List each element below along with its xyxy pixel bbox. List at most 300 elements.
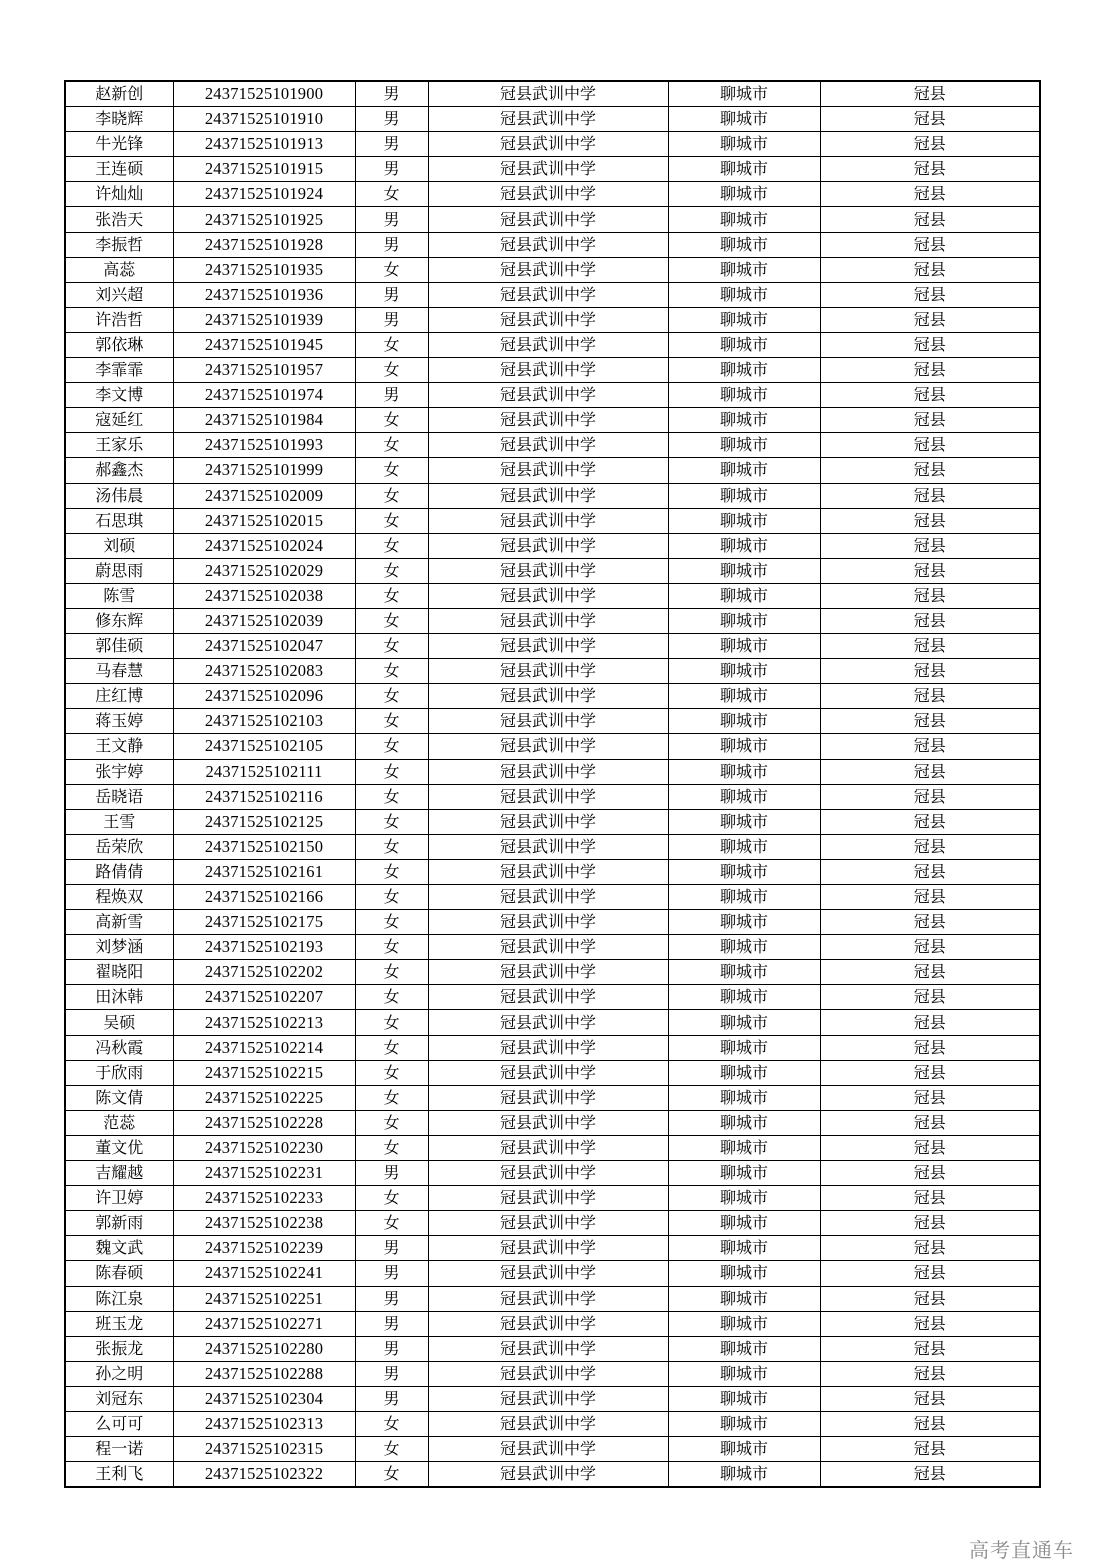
gender-cell: 女 bbox=[355, 1211, 428, 1236]
exam-id-cell: 24371525102304 bbox=[173, 1386, 355, 1411]
school-cell: 冠县武训中学 bbox=[428, 358, 668, 383]
city-cell: 聊城市 bbox=[668, 1060, 820, 1085]
exam-id-cell: 24371525102125 bbox=[173, 809, 355, 834]
county-cell: 冠县 bbox=[820, 483, 1040, 508]
gender-cell: 男 bbox=[355, 307, 428, 332]
exam-id-cell: 24371525102083 bbox=[173, 659, 355, 684]
county-cell: 冠县 bbox=[820, 358, 1040, 383]
table-row bbox=[65, 1135, 1040, 1160]
city-cell: 聊城市 bbox=[668, 207, 820, 232]
city-cell: 聊城市 bbox=[668, 960, 820, 985]
city-cell: 聊城市 bbox=[668, 1361, 820, 1386]
gender-cell: 男 bbox=[355, 1386, 428, 1411]
student-name-cell: 孙之明 bbox=[65, 1361, 173, 1386]
student-name-cell: 李振哲 bbox=[65, 232, 173, 257]
exam-id-cell: 24371525101993 bbox=[173, 433, 355, 458]
exam-id-cell: 24371525102315 bbox=[173, 1437, 355, 1462]
city-cell: 聊城市 bbox=[668, 533, 820, 558]
city-cell: 聊城市 bbox=[668, 1336, 820, 1361]
exam-id-cell: 24371525101910 bbox=[173, 107, 355, 132]
student-name-cell: 陈江泉 bbox=[65, 1286, 173, 1311]
city-cell: 聊城市 bbox=[668, 1462, 820, 1488]
student-name-cell: 石思琪 bbox=[65, 508, 173, 533]
exam-id-cell: 24371525102096 bbox=[173, 684, 355, 709]
table-row bbox=[65, 1110, 1040, 1135]
student-name-cell: 许浩哲 bbox=[65, 307, 173, 332]
gender-cell: 女 bbox=[355, 408, 428, 433]
exam-id-cell: 24371525101936 bbox=[173, 282, 355, 307]
county-cell: 冠县 bbox=[820, 608, 1040, 633]
exam-id-cell: 24371525101957 bbox=[173, 358, 355, 383]
table-row bbox=[65, 1010, 1040, 1035]
county-cell: 冠县 bbox=[820, 282, 1040, 307]
county-cell: 冠县 bbox=[820, 684, 1040, 709]
gender-cell: 女 bbox=[355, 1060, 428, 1085]
table-row bbox=[65, 784, 1040, 809]
school-cell: 冠县武训中学 bbox=[428, 1361, 668, 1386]
student-name-cell: 董文优 bbox=[65, 1135, 173, 1160]
student-name-cell: 刘兴超 bbox=[65, 282, 173, 307]
table-row bbox=[65, 935, 1040, 960]
county-cell: 冠县 bbox=[820, 985, 1040, 1010]
school-cell: 冠县武训中学 bbox=[428, 784, 668, 809]
student-name-cell: 翟晓阳 bbox=[65, 960, 173, 985]
gender-cell: 女 bbox=[355, 433, 428, 458]
table-row bbox=[65, 885, 1040, 910]
gender-cell: 女 bbox=[355, 659, 428, 684]
gender-cell: 女 bbox=[355, 885, 428, 910]
school-cell: 冠县武训中学 bbox=[428, 1286, 668, 1311]
school-cell: 冠县武训中学 bbox=[428, 1161, 668, 1186]
county-cell: 冠县 bbox=[820, 1236, 1040, 1261]
exam-id-cell: 24371525102161 bbox=[173, 859, 355, 884]
gender-cell: 女 bbox=[355, 734, 428, 759]
gender-cell: 女 bbox=[355, 257, 428, 282]
student-name-cell: 李晓辉 bbox=[65, 107, 173, 132]
student-name-cell: 修东辉 bbox=[65, 608, 173, 633]
city-cell: 聊城市 bbox=[668, 157, 820, 182]
gender-cell: 女 bbox=[355, 332, 428, 357]
school-cell: 冠县武训中学 bbox=[428, 433, 668, 458]
school-cell: 冠县武训中学 bbox=[428, 960, 668, 985]
student-name-cell: 高蕊 bbox=[65, 257, 173, 282]
student-name-cell: 岳晓语 bbox=[65, 784, 173, 809]
county-cell: 冠县 bbox=[820, 132, 1040, 157]
student-name-cell: 程焕双 bbox=[65, 885, 173, 910]
school-cell: 冠县武训中学 bbox=[428, 182, 668, 207]
school-cell: 冠县武训中学 bbox=[428, 759, 668, 784]
city-cell: 聊城市 bbox=[668, 257, 820, 282]
gender-cell: 女 bbox=[355, 960, 428, 985]
student-name-cell: 范蕊 bbox=[65, 1110, 173, 1135]
city-cell: 聊城市 bbox=[668, 232, 820, 257]
student-name-cell: 班玉龙 bbox=[65, 1311, 173, 1336]
table-row bbox=[65, 257, 1040, 282]
school-cell: 冠县武训中学 bbox=[428, 132, 668, 157]
school-cell: 冠县武训中学 bbox=[428, 232, 668, 257]
student-name-cell: 张振龙 bbox=[65, 1336, 173, 1361]
gender-cell: 女 bbox=[355, 358, 428, 383]
county-cell: 冠县 bbox=[820, 1462, 1040, 1488]
exam-id-cell: 24371525102238 bbox=[173, 1211, 355, 1236]
table-row bbox=[65, 960, 1040, 985]
county-cell: 冠县 bbox=[820, 1411, 1040, 1436]
exam-id-cell: 24371525101939 bbox=[173, 307, 355, 332]
student-name-cell: 魏文武 bbox=[65, 1236, 173, 1261]
school-cell: 冠县武训中学 bbox=[428, 1261, 668, 1286]
gender-cell: 男 bbox=[355, 207, 428, 232]
gender-cell: 男 bbox=[355, 1261, 428, 1286]
exam-id-cell: 24371525102215 bbox=[173, 1060, 355, 1085]
student-name-cell: 王家乐 bbox=[65, 433, 173, 458]
city-cell: 聊城市 bbox=[668, 1010, 820, 1035]
county-cell: 冠县 bbox=[820, 1336, 1040, 1361]
city-cell: 聊城市 bbox=[668, 734, 820, 759]
gender-cell: 女 bbox=[355, 759, 428, 784]
exam-id-cell: 24371525101999 bbox=[173, 458, 355, 483]
table-row bbox=[65, 1411, 1040, 1436]
city-cell: 聊城市 bbox=[668, 1085, 820, 1110]
student-name-cell: 郭新雨 bbox=[65, 1211, 173, 1236]
gender-cell: 男 bbox=[355, 232, 428, 257]
student-name-cell: 蒋玉婷 bbox=[65, 709, 173, 734]
gender-cell: 女 bbox=[355, 1186, 428, 1211]
table-row bbox=[65, 1161, 1040, 1186]
gender-cell: 女 bbox=[355, 634, 428, 659]
city-cell: 聊城市 bbox=[668, 859, 820, 884]
school-cell: 冠县武训中学 bbox=[428, 859, 668, 884]
exam-id-cell: 24371525102024 bbox=[173, 533, 355, 558]
exam-id-cell: 24371525102239 bbox=[173, 1236, 355, 1261]
city-cell: 聊城市 bbox=[668, 659, 820, 684]
city-cell: 聊城市 bbox=[668, 1386, 820, 1411]
county-cell: 冠县 bbox=[820, 960, 1040, 985]
city-cell: 聊城市 bbox=[668, 332, 820, 357]
gender-cell: 女 bbox=[355, 1110, 428, 1135]
table-row bbox=[65, 182, 1040, 207]
city-cell: 聊城市 bbox=[668, 784, 820, 809]
student-name-cell: 许卫婷 bbox=[65, 1186, 173, 1211]
gender-cell: 女 bbox=[355, 583, 428, 608]
school-cell: 冠县武训中学 bbox=[428, 282, 668, 307]
table-row bbox=[65, 1437, 1040, 1462]
gender-cell: 女 bbox=[355, 985, 428, 1010]
student-name-cell: 郭佳硕 bbox=[65, 634, 173, 659]
table-row bbox=[65, 759, 1040, 784]
exam-id-cell: 24371525102015 bbox=[173, 508, 355, 533]
table-row bbox=[65, 1386, 1040, 1411]
county-cell: 冠县 bbox=[820, 257, 1040, 282]
table-row bbox=[65, 608, 1040, 633]
county-cell: 冠县 bbox=[820, 859, 1040, 884]
city-cell: 聊城市 bbox=[668, 132, 820, 157]
school-cell: 冠县武训中学 bbox=[428, 1035, 668, 1060]
exam-id-cell: 24371525102193 bbox=[173, 935, 355, 960]
student-name-cell: 李文博 bbox=[65, 383, 173, 408]
student-name-cell: 马春慧 bbox=[65, 659, 173, 684]
gender-cell: 女 bbox=[355, 1437, 428, 1462]
county-cell: 冠县 bbox=[820, 508, 1040, 533]
table-row bbox=[65, 508, 1040, 533]
city-cell: 聊城市 bbox=[668, 81, 820, 107]
student-name-cell: 汤伟晨 bbox=[65, 483, 173, 508]
exam-id-cell: 24371525102207 bbox=[173, 985, 355, 1010]
city-cell: 聊城市 bbox=[668, 1411, 820, 1436]
exam-id-cell: 24371525102038 bbox=[173, 583, 355, 608]
school-cell: 冠县武训中学 bbox=[428, 207, 668, 232]
gender-cell: 女 bbox=[355, 1462, 428, 1488]
county-cell: 冠县 bbox=[820, 583, 1040, 608]
table-row bbox=[65, 985, 1040, 1010]
gender-cell: 女 bbox=[355, 834, 428, 859]
table-row bbox=[65, 307, 1040, 332]
exam-id-cell: 24371525101928 bbox=[173, 232, 355, 257]
student-name-cell: 陈春硕 bbox=[65, 1261, 173, 1286]
table-row bbox=[65, 709, 1040, 734]
county-cell: 冠县 bbox=[820, 558, 1040, 583]
table-row bbox=[65, 132, 1040, 157]
student-name-cell: 王利飞 bbox=[65, 1462, 173, 1488]
school-cell: 冠县武训中学 bbox=[428, 935, 668, 960]
exam-id-cell: 24371525102009 bbox=[173, 483, 355, 508]
county-cell: 冠县 bbox=[820, 1211, 1040, 1236]
city-cell: 聊城市 bbox=[668, 809, 820, 834]
gender-cell: 女 bbox=[355, 458, 428, 483]
exam-id-cell: 24371525102230 bbox=[173, 1135, 355, 1160]
school-cell: 冠县武训中学 bbox=[428, 408, 668, 433]
school-cell: 冠县武训中学 bbox=[428, 1311, 668, 1336]
student-name-cell: 郝鑫杰 bbox=[65, 458, 173, 483]
table-row bbox=[65, 684, 1040, 709]
table-row bbox=[65, 408, 1040, 433]
school-cell: 冠县武训中学 bbox=[428, 558, 668, 583]
table-row bbox=[65, 1336, 1040, 1361]
table-row bbox=[65, 1462, 1040, 1488]
table-row bbox=[65, 634, 1040, 659]
school-cell: 冠县武训中学 bbox=[428, 1135, 668, 1160]
table-row bbox=[65, 1186, 1040, 1211]
county-cell: 冠县 bbox=[820, 182, 1040, 207]
watermark-text: 高考直通车 bbox=[969, 1538, 1074, 1562]
county-cell: 冠县 bbox=[820, 784, 1040, 809]
exam-id-cell: 24371525102271 bbox=[173, 1311, 355, 1336]
city-cell: 聊城市 bbox=[668, 558, 820, 583]
table-row bbox=[65, 207, 1040, 232]
table-row bbox=[65, 383, 1040, 408]
county-cell: 冠县 bbox=[820, 1085, 1040, 1110]
city-cell: 聊城市 bbox=[668, 1161, 820, 1186]
county-cell: 冠县 bbox=[820, 383, 1040, 408]
roster-body bbox=[65, 81, 1040, 1487]
school-cell: 冠县武训中学 bbox=[428, 734, 668, 759]
county-cell: 冠县 bbox=[820, 408, 1040, 433]
student-name-cell: 郭依琳 bbox=[65, 332, 173, 357]
exam-id-cell: 24371525102228 bbox=[173, 1110, 355, 1135]
student-name-cell: 蔚思雨 bbox=[65, 558, 173, 583]
exam-id-cell: 24371525101913 bbox=[173, 132, 355, 157]
school-cell: 冠县武训中学 bbox=[428, 1010, 668, 1035]
school-cell: 冠县武训中学 bbox=[428, 383, 668, 408]
school-cell: 冠县武训中学 bbox=[428, 1110, 668, 1135]
exam-id-cell: 24371525102213 bbox=[173, 1010, 355, 1035]
gender-cell: 女 bbox=[355, 910, 428, 935]
gender-cell: 男 bbox=[355, 1286, 428, 1311]
exam-id-cell: 24371525102103 bbox=[173, 709, 355, 734]
exam-id-cell: 24371525102029 bbox=[173, 558, 355, 583]
gender-cell: 女 bbox=[355, 935, 428, 960]
city-cell: 聊城市 bbox=[668, 307, 820, 332]
school-cell: 冠县武训中学 bbox=[428, 508, 668, 533]
gender-cell: 女 bbox=[355, 608, 428, 633]
city-cell: 聊城市 bbox=[668, 608, 820, 633]
county-cell: 冠县 bbox=[820, 935, 1040, 960]
county-cell: 冠县 bbox=[820, 207, 1040, 232]
city-cell: 聊城市 bbox=[668, 1186, 820, 1211]
student-name-cell: 李霏霏 bbox=[65, 358, 173, 383]
county-cell: 冠县 bbox=[820, 433, 1040, 458]
table-row bbox=[65, 1261, 1040, 1286]
roster-table bbox=[64, 80, 1041, 1488]
city-cell: 聊城市 bbox=[668, 935, 820, 960]
city-cell: 聊城市 bbox=[668, 182, 820, 207]
school-cell: 冠县武训中学 bbox=[428, 1386, 668, 1411]
exam-id-cell: 24371525102233 bbox=[173, 1186, 355, 1211]
city-cell: 聊城市 bbox=[668, 1261, 820, 1286]
exam-id-cell: 24371525102225 bbox=[173, 1085, 355, 1110]
school-cell: 冠县武训中学 bbox=[428, 709, 668, 734]
school-cell: 冠县武训中学 bbox=[428, 834, 668, 859]
exam-id-cell: 24371525102202 bbox=[173, 960, 355, 985]
table-row bbox=[65, 1085, 1040, 1110]
school-cell: 冠县武训中学 bbox=[428, 985, 668, 1010]
student-name-cell: 张宇婷 bbox=[65, 759, 173, 784]
exam-id-cell: 24371525102280 bbox=[173, 1336, 355, 1361]
table-row bbox=[65, 1211, 1040, 1236]
school-cell: 冠县武训中学 bbox=[428, 1236, 668, 1261]
exam-id-cell: 24371525102047 bbox=[173, 634, 355, 659]
student-name-cell: 高新雪 bbox=[65, 910, 173, 935]
exam-id-cell: 24371525102150 bbox=[173, 834, 355, 859]
school-cell: 冠县武训中学 bbox=[428, 583, 668, 608]
student-name-cell: 陈文倩 bbox=[65, 1085, 173, 1110]
city-cell: 聊城市 bbox=[668, 985, 820, 1010]
city-cell: 聊城市 bbox=[668, 1236, 820, 1261]
county-cell: 冠县 bbox=[820, 232, 1040, 257]
school-cell: 冠县武训中学 bbox=[428, 659, 668, 684]
exam-id-cell: 24371525102251 bbox=[173, 1286, 355, 1311]
county-cell: 冠县 bbox=[820, 1361, 1040, 1386]
city-cell: 聊城市 bbox=[668, 107, 820, 132]
school-cell: 冠县武训中学 bbox=[428, 307, 668, 332]
gender-cell: 女 bbox=[355, 809, 428, 834]
gender-cell: 女 bbox=[355, 1085, 428, 1110]
county-cell: 冠县 bbox=[820, 1060, 1040, 1085]
county-cell: 冠县 bbox=[820, 1186, 1040, 1211]
county-cell: 冠县 bbox=[820, 709, 1040, 734]
table-row bbox=[65, 1035, 1040, 1060]
exam-id-cell: 24371525101925 bbox=[173, 207, 355, 232]
school-cell: 冠县武训中学 bbox=[428, 257, 668, 282]
gender-cell: 男 bbox=[355, 157, 428, 182]
exam-id-cell: 24371525101945 bbox=[173, 332, 355, 357]
table-row bbox=[65, 1236, 1040, 1261]
gender-cell: 男 bbox=[355, 1161, 428, 1186]
city-cell: 聊城市 bbox=[668, 433, 820, 458]
table-row bbox=[65, 282, 1040, 307]
school-cell: 冠县武训中学 bbox=[428, 684, 668, 709]
city-cell: 聊城市 bbox=[668, 834, 820, 859]
gender-cell: 女 bbox=[355, 684, 428, 709]
table-row bbox=[65, 458, 1040, 483]
county-cell: 冠县 bbox=[820, 1311, 1040, 1336]
table-row bbox=[65, 659, 1040, 684]
exam-id-cell: 24371525102111 bbox=[173, 759, 355, 784]
school-cell: 冠县武训中学 bbox=[428, 533, 668, 558]
exam-id-cell: 24371525102116 bbox=[173, 784, 355, 809]
gender-cell: 男 bbox=[355, 1336, 428, 1361]
school-cell: 冠县武训中学 bbox=[428, 1336, 668, 1361]
gender-cell: 女 bbox=[355, 533, 428, 558]
table-row bbox=[65, 358, 1040, 383]
student-name-cell: 吉耀越 bbox=[65, 1161, 173, 1186]
city-cell: 聊城市 bbox=[668, 910, 820, 935]
exam-id-cell: 24371525102039 bbox=[173, 608, 355, 633]
school-cell: 冠县武训中学 bbox=[428, 1085, 668, 1110]
school-cell: 冠县武训中学 bbox=[428, 107, 668, 132]
city-cell: 聊城市 bbox=[668, 282, 820, 307]
city-cell: 聊城市 bbox=[668, 1135, 820, 1160]
student-name-cell: 许灿灿 bbox=[65, 182, 173, 207]
city-cell: 聊城市 bbox=[668, 408, 820, 433]
student-name-cell: 王文静 bbox=[65, 734, 173, 759]
table-row bbox=[65, 157, 1040, 182]
exam-id-cell: 24371525102166 bbox=[173, 885, 355, 910]
gender-cell: 女 bbox=[355, 1411, 428, 1436]
city-cell: 聊城市 bbox=[668, 508, 820, 533]
city-cell: 聊城市 bbox=[668, 1035, 820, 1060]
city-cell: 聊城市 bbox=[668, 358, 820, 383]
school-cell: 冠县武训中学 bbox=[428, 1462, 668, 1488]
exam-id-cell: 24371525101984 bbox=[173, 408, 355, 433]
student-name-cell: 么可可 bbox=[65, 1411, 173, 1436]
table-row bbox=[65, 107, 1040, 132]
school-cell: 冠县武训中学 bbox=[428, 1060, 668, 1085]
county-cell: 冠县 bbox=[820, 1386, 1040, 1411]
school-cell: 冠县武训中学 bbox=[428, 634, 668, 659]
gender-cell: 女 bbox=[355, 483, 428, 508]
school-cell: 冠县武训中学 bbox=[428, 885, 668, 910]
city-cell: 聊城市 bbox=[668, 684, 820, 709]
county-cell: 冠县 bbox=[820, 458, 1040, 483]
student-name-cell: 刘梦涵 bbox=[65, 935, 173, 960]
student-name-cell: 张浩天 bbox=[65, 207, 173, 232]
county-cell: 冠县 bbox=[820, 634, 1040, 659]
school-cell: 冠县武训中学 bbox=[428, 1211, 668, 1236]
table-row bbox=[65, 433, 1040, 458]
student-name-cell: 王连硕 bbox=[65, 157, 173, 182]
county-cell: 冠县 bbox=[820, 1010, 1040, 1035]
gender-cell: 男 bbox=[355, 1311, 428, 1336]
school-cell: 冠县武训中学 bbox=[428, 1437, 668, 1462]
county-cell: 冠县 bbox=[820, 1286, 1040, 1311]
exam-id-cell: 24371525101935 bbox=[173, 257, 355, 282]
city-cell: 聊城市 bbox=[668, 1311, 820, 1336]
table-row bbox=[65, 834, 1040, 859]
table-row bbox=[65, 1361, 1040, 1386]
table-row bbox=[65, 232, 1040, 257]
city-cell: 聊城市 bbox=[668, 1437, 820, 1462]
city-cell: 聊城市 bbox=[668, 634, 820, 659]
